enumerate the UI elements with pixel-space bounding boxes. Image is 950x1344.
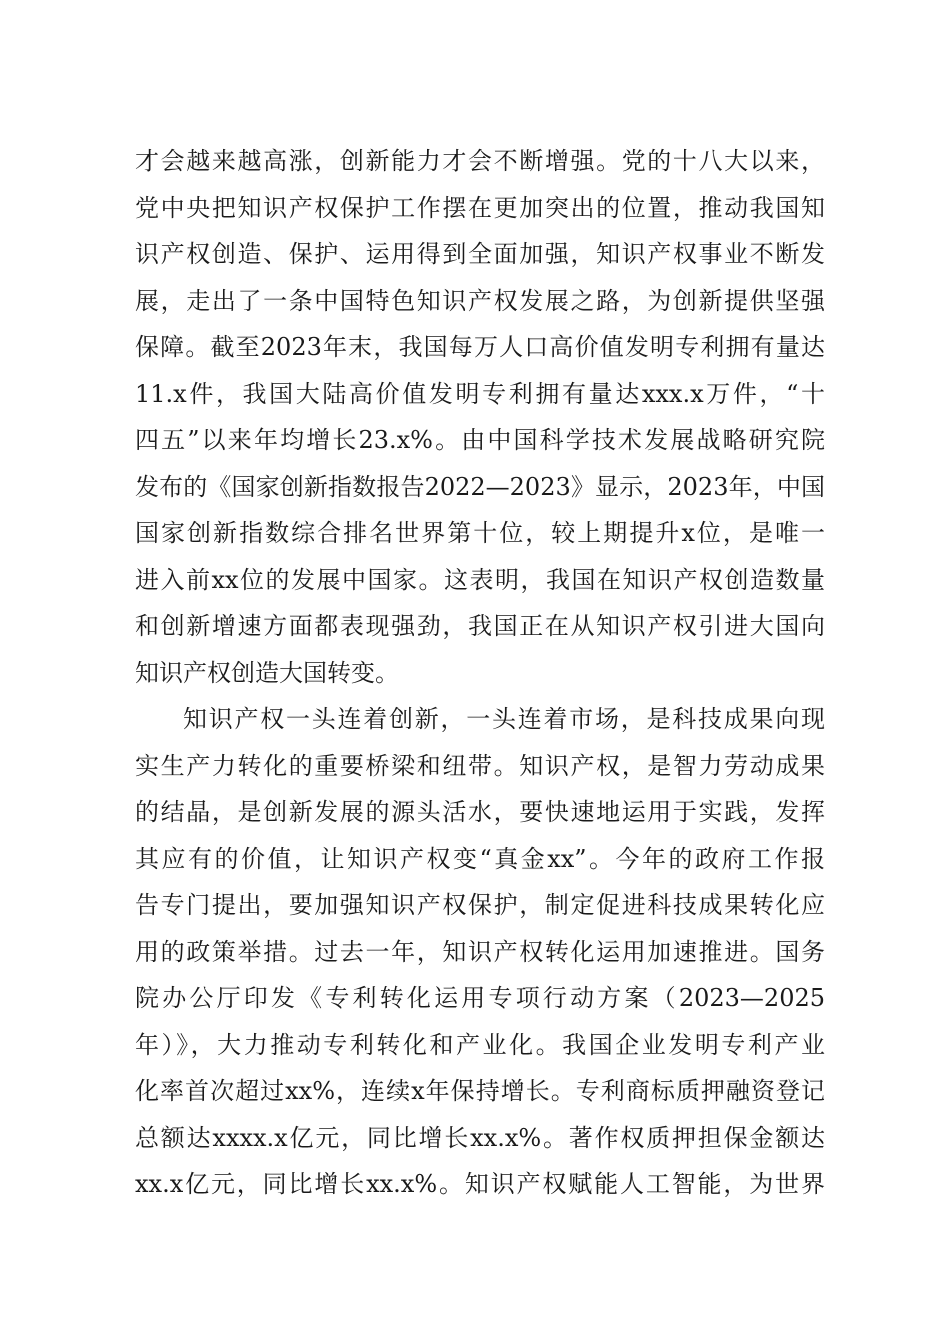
document-body xyxy=(135,138,825,1208)
paragraph-line: 四五”以来年均增长23.x%。由中国科学技术发展战略研究院 xyxy=(135,426,825,454)
paragraph-line: 保障。截至2023年末，我国每万人口高价值发明专利拥有量达 xyxy=(135,333,825,361)
paragraph-line: 识产权创造、保护、运用得到全面加强，知识产权事业不断发 xyxy=(135,240,825,268)
paragraph-line: 实生产力转化的重要桥梁和纽带。知识产权，是智力劳动成果 xyxy=(135,751,825,780)
paragraph-line: 的结晶，是创新发展的源头活水，要快速地运用于实践，发挥 xyxy=(135,798,825,826)
paragraph-line: xx.x亿元，同比增长xx.x%。知识产权赋能人工智能，为世界 xyxy=(135,1170,825,1198)
paragraph-line: 其应有的价值，让知识产权变“真金xx”。今年的政府工作报 xyxy=(135,844,825,873)
paragraph-line: 国家创新指数综合排名世界第十位，较上期提升x位，是唯一 xyxy=(135,519,825,547)
paragraph-line: 年）》，大力推动专利转化和产业化。我国企业发明专利产业 xyxy=(135,1030,825,1059)
paragraph-2 xyxy=(135,696,825,1208)
paragraph-1 xyxy=(135,138,825,696)
paragraph-line: 发布的《国家创新指数报告2022—2023》显示，2023年，中国 xyxy=(135,472,825,501)
paragraph-line: 展，走出了一条中国特色知识产权发展之路，为创新提供坚强 xyxy=(135,286,825,315)
paragraph-line: 总额达xxxx.x亿元，同比增长xx.x%。著作权质押担保金额达 xyxy=(135,1123,825,1152)
paragraph-line: 才会越来越高涨，创新能力才会不断增强。党的十八大以来， xyxy=(135,147,825,175)
paragraph-line: 和创新增速方面都表现强劲，我国正在从知识产权引进大国向 xyxy=(135,612,825,640)
paragraph-line: 告专门提出，要加强知识产权保护，制定促进科技成果转化应 xyxy=(135,891,825,919)
paragraph-line: 院办公厅印发《专利转化运用专项行动方案（2023—2025 xyxy=(135,984,825,1012)
paragraph-line: 11.x件，我国大陆高价值发明专利拥有量达xxx.x万件，“十 xyxy=(135,379,825,408)
paragraph-line: 用的政策举措。过去一年，知识产权转化运用加速推进。国务 xyxy=(135,937,825,966)
paragraph-line: 进入前xx位的发展中国家。这表明，我国在知识产权创造数量 xyxy=(135,565,825,594)
paragraph-line: 化率首次超过xx%，连续x年保持增长。专利商标质押融资登记 xyxy=(135,1077,825,1105)
paragraph-line: 知识产权创造大国转变。 xyxy=(135,658,399,687)
paragraph-line: 知识产权一头连着创新，一头连着市场，是科技成果向现 xyxy=(183,705,825,733)
paragraph-line: 党中央把知识产权保护工作摆在更加突出的位置，推动我国知 xyxy=(135,193,825,222)
